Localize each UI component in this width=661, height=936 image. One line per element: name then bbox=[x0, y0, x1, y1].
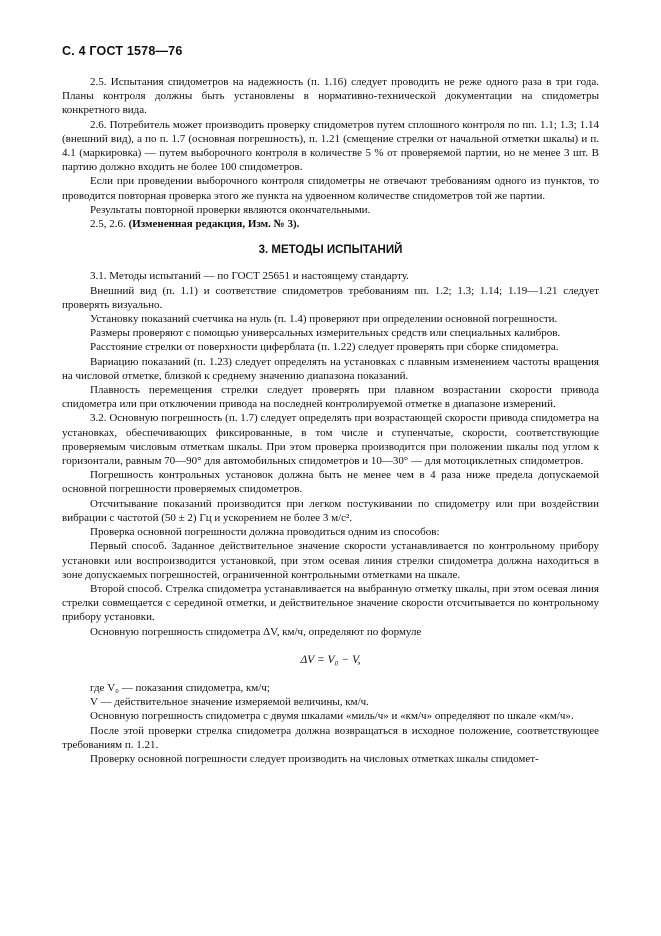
formula: ΔV = V₀ − V, bbox=[300, 653, 361, 666]
paragraph: Основную погрешность спидометра ΔV, км/ч, определяют по формуле bbox=[90, 625, 422, 638]
paragraph: Первый способ. Заданное действительное значение скорости устанавливается по контрольному прибору установки или воспроизводится установкой, при этом осевая линия стрелки спидометра должна находиться в зоне допускаемых погрешностей, ограниченной контрольными отметками на шкале. bbox=[62, 540, 599, 581]
page-header: С. 4 ГОСТ 1578—76 bbox=[62, 44, 183, 58]
paragraph: Проверку основной погрешности следует производить на числовых отметках шкалы спидомет- bbox=[90, 752, 539, 765]
paragraph: 2.5. Испытания спидометров на надежность (п. 1.16) следует проводить не реже одного раза в три года. Планы контроля должны быть установлены в нормативно-технической документации на спидометры конкретного вида. bbox=[62, 76, 599, 117]
paragraph: Основную погрешность спидометра с двумя шкалами «миль/ч» и «км/ч» определяют по шкале «км/ч». bbox=[90, 710, 574, 723]
paragraph: Внешний вид (п. 1.1) и соответствие спидометров требованиям пп. 1.2; 1.3; 1.14; 1.19—1.21 следует проверять визуально. bbox=[62, 284, 599, 311]
amendment-prefix: 2.5, 2.6. bbox=[90, 218, 129, 231]
amendment-bold: (Измененная редакция, Изм. № 3). bbox=[128, 218, 300, 231]
paragraph: Результаты повторной проверки являются окончательными. bbox=[90, 203, 371, 216]
paragraph: Погрешность контрольных установок должна быть не менее чем в 4 раза ниже предела допускаемой основной погрешности проверяемых спидометров. bbox=[62, 469, 599, 496]
formula-where-line: где V₀ — показания спидометра, км/ч; bbox=[90, 681, 270, 694]
document-body bbox=[62, 75, 599, 766]
paragraph: После этой проверки стрелка спидометра должна возвращаться в исходное положение, соответствующее требованиям п. 1.21. bbox=[62, 724, 599, 751]
paragraph: Если при проведении выборочного контроля спидометры не отвечают требованиям одного из пунктов, то проводится повторная проверка этого же пункта на удвоенном количестве спидометров той же партии. bbox=[62, 175, 599, 202]
amendment-note bbox=[62, 217, 599, 231]
paragraph: Плавность перемещения стрелки следует проверять при плавном возрастании скорости привода спидометра или при отключении привода на последней контролируемой отметке в диапазоне измерений. bbox=[62, 384, 599, 411]
paragraph: Проверка основной погрешности должна проводиться одним из способов: bbox=[90, 526, 440, 539]
paragraph: Расстояние стрелки от поверхности циферблата (п. 1.22) следует проверять при сборке спидометра. bbox=[90, 341, 559, 354]
paragraph: Второй способ. Стрелка спидометра устанавливается на выбранную отметку шкалы, при этом осевая линия стрелки совмещается с серединой отметки, и действительное значение скорости отсчитывается по контрольному прибору установки. bbox=[62, 582, 599, 624]
paragraph: 3.2. Основную погрешность (п. 1.7) следует определять при возрастающей скорости привода спидометра на установках, обеспечивающих фиксированные, в том числе и ступенчатые, скорости, соответствующие проверяемым числовым отметкам шкалы. При этом проверка производится при положении шкалы под углом к горизонтали, равным 70—90° для автомобильных спидометров и 10—30° — для мотоциклетных спидометров. bbox=[62, 412, 599, 468]
paragraph: 3.1. Методы испытаний — по ГОСТ 25651 и настоящему стандарту. bbox=[90, 270, 409, 283]
paragraph: 2.6. Потребитель может производить проверку спидометров путем сплошного контроля по пп. 1.1; 1.3; 1.14 (внешний вид), а по п. 1.7 (основная погрешность), п. 1.21 (смещение стрелки от начальной отметки шкалы) и п. 4.1 (маркировка) — путем выборочного контроля в количестве 5 % от проверяемой партии, но не менее 3 шт. В партию должно входить не более 100 спидометров. bbox=[62, 118, 599, 174]
formula-where-line: V — действительное значение измеряемой величины, км/ч. bbox=[90, 696, 369, 709]
paragraph: Вариацию показаний (п. 1.23) следует определять на установках с плавным изменением частоты вращения на числовой отметке, близкой к среднему значению диапазона показаний. bbox=[62, 355, 599, 382]
section-title: 3. МЕТОДЫ ИСПЫТАНИЙ bbox=[258, 244, 403, 257]
paragraph: Установку показаний счетчика на нуль (п. 1.4) проверяют при определении основной погрешности. bbox=[90, 313, 558, 326]
paragraph: Размеры проверяют с помощью универсальных измерительных средств или специальных калибров. bbox=[90, 327, 561, 340]
paragraph: Отсчитывание показаний производится при легком постукивании по спидометру или при воздействии вибрации с частотой (50 ± 2) Гц и ускорением не более 3 м/с². bbox=[62, 497, 599, 524]
